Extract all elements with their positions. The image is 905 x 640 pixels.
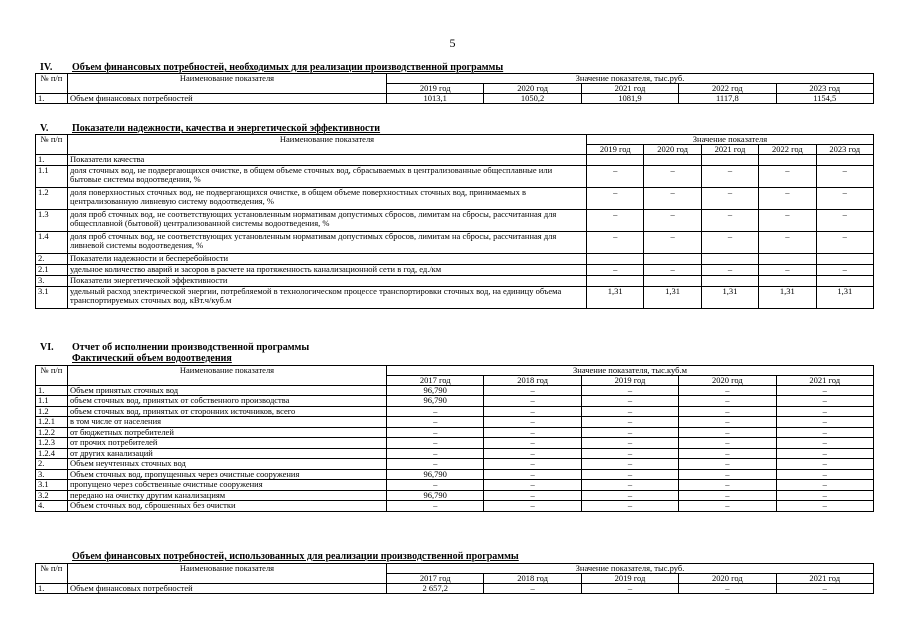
- row-value: [701, 154, 758, 165]
- row-value: –: [776, 501, 873, 512]
- row-value: 1117,8: [679, 93, 776, 103]
- row-value: –: [816, 231, 873, 253]
- row-name: Показатели энергетической эффективности: [68, 275, 587, 286]
- row-value: –: [581, 406, 678, 417]
- row-value: –: [587, 165, 644, 187]
- row-value: [644, 154, 701, 165]
- row-value: –: [484, 583, 581, 593]
- col-header-number: № п/п: [36, 135, 68, 155]
- row-name: удельное количество аварий и засоров в расчете на протяженность канализационной сети в год, ед./км: [68, 264, 587, 275]
- col-header-value: Значение показателя: [587, 135, 874, 145]
- row-value: –: [776, 385, 873, 396]
- row-name: Объем сточных вод, пропущенных через очистные сооружения: [68, 469, 387, 480]
- row-value: –: [581, 583, 678, 593]
- row-value: –: [776, 469, 873, 480]
- row-value: 96,790: [387, 385, 484, 396]
- row-value: [701, 253, 758, 264]
- table-row: [36, 448, 874, 459]
- row-value: [816, 253, 873, 264]
- row-number: 1.2: [36, 406, 68, 417]
- row-value: –: [581, 438, 678, 449]
- row-value: –: [679, 469, 776, 480]
- row-number: 1.2: [36, 187, 68, 209]
- col-header-name: Наименование показателя: [68, 564, 387, 584]
- year-header: 2017 год: [387, 573, 484, 583]
- year-header: 2022 год: [679, 83, 776, 93]
- row-value: –: [484, 417, 581, 428]
- row-name: Показатели надежности и бесперебойности: [68, 253, 587, 264]
- year-header: 2020 год: [679, 375, 776, 385]
- row-value: –: [581, 501, 678, 512]
- row-value: –: [701, 187, 758, 209]
- row-name: от бюджетных потребителей: [68, 427, 387, 438]
- row-value: [644, 275, 701, 286]
- row-value: –: [587, 209, 644, 231]
- row-value: –: [776, 459, 873, 470]
- row-value: –: [759, 165, 816, 187]
- row-value: –: [387, 480, 484, 491]
- section-4-number: IV.: [40, 62, 53, 73]
- row-value: –: [776, 448, 873, 459]
- row-value: –: [816, 187, 873, 209]
- row-name: Объем неучтенных сточных вод: [68, 459, 387, 470]
- row-value: –: [679, 490, 776, 501]
- year-header: 2019 год: [581, 375, 678, 385]
- row-name: от прочих потребителей: [68, 438, 387, 449]
- section-4-title: [40, 62, 503, 73]
- row-value: –: [387, 417, 484, 428]
- row-value: 1081,9: [581, 93, 678, 103]
- row-value: [816, 154, 873, 165]
- row-value: –: [776, 427, 873, 438]
- row-value: –: [484, 480, 581, 491]
- row-value: –: [484, 459, 581, 470]
- year-header: 2019 год: [581, 573, 678, 583]
- row-value: 2 657,2: [387, 583, 484, 593]
- row-value: –: [759, 264, 816, 275]
- row-value: –: [759, 231, 816, 253]
- row-value: –: [679, 459, 776, 470]
- table-row: [36, 154, 874, 165]
- row-value: 1,31: [759, 286, 816, 308]
- row-value: –: [679, 385, 776, 396]
- table-row: [36, 385, 874, 396]
- row-value: –: [581, 448, 678, 459]
- row-number: 1.2.4: [36, 448, 68, 459]
- year-header: 2020 год: [679, 573, 776, 583]
- section-5-title: [40, 123, 380, 134]
- year-header: 2020 год: [484, 83, 581, 93]
- row-value: –: [581, 490, 678, 501]
- table-row: [36, 406, 874, 417]
- table-row: [36, 264, 874, 275]
- financial-needs-table: [35, 73, 874, 104]
- row-value: –: [484, 385, 581, 396]
- row-value: [759, 154, 816, 165]
- section-6-title-text: Отчет об исполнении производственной программы: [72, 342, 310, 353]
- row-value: –: [679, 501, 776, 512]
- year-header: 2017 год: [387, 375, 484, 385]
- row-name: Объем финансовых потребностей: [68, 583, 387, 593]
- section-6-number: VI.: [40, 342, 54, 353]
- row-value: [759, 275, 816, 286]
- table-row: [36, 417, 874, 428]
- year-header: 2021 год: [701, 144, 758, 154]
- row-value: –: [644, 187, 701, 209]
- year-header: 2021 год: [776, 573, 873, 583]
- row-value: –: [679, 417, 776, 428]
- row-number: 1.: [36, 154, 68, 165]
- row-value: –: [387, 448, 484, 459]
- year-header: 2021 год: [581, 83, 678, 93]
- row-value: –: [581, 396, 678, 407]
- row-value: [587, 253, 644, 264]
- row-value: –: [816, 165, 873, 187]
- row-number: 4.: [36, 501, 68, 512]
- row-number: 1.: [36, 93, 68, 103]
- row-value: –: [679, 480, 776, 491]
- row-number: 1.1: [36, 165, 68, 187]
- row-name: удельный расход электрической энергии, потребляемой в технологическом процессе транспортировки сточных вод, на единицу объема транспортируемых сточных вод, кВт.ч/куб.м: [68, 286, 587, 308]
- row-value: –: [759, 187, 816, 209]
- row-value: –: [581, 417, 678, 428]
- row-value: –: [816, 264, 873, 275]
- row-value: [701, 275, 758, 286]
- row-value: –: [587, 231, 644, 253]
- section-6-title: [40, 342, 309, 353]
- row-value: –: [484, 448, 581, 459]
- row-value: –: [387, 459, 484, 470]
- col-header-name: Наименование показателя: [68, 74, 387, 94]
- table-row: [36, 231, 874, 253]
- row-value: –: [679, 583, 776, 593]
- row-value: [587, 154, 644, 165]
- row-value: 1,31: [587, 286, 644, 308]
- row-name: Объем принятых сточных вод: [68, 385, 387, 396]
- row-value: 1,31: [701, 286, 758, 308]
- row-number: 3.1: [36, 480, 68, 491]
- row-value: –: [387, 406, 484, 417]
- reliability-quality-table: [35, 134, 874, 309]
- table-row: [36, 253, 874, 264]
- wastewater-volume-table: [35, 365, 874, 512]
- row-value: –: [587, 187, 644, 209]
- row-value: –: [679, 406, 776, 417]
- row-name: доля проб сточных вод, не соответствующих установленным нормативам допустимых сбросов, лимитам на сбросы, рассчитанная для ливневой системы водоотведения, %: [68, 231, 587, 253]
- row-name: объем сточных вод, принятых от сторонних источников, всего: [68, 406, 387, 417]
- row-value: –: [776, 480, 873, 491]
- row-value: 1154,5: [776, 93, 873, 103]
- row-number: 2.: [36, 253, 68, 264]
- year-header: 2018 год: [484, 573, 581, 583]
- row-name: Объем сточных вод, сброшенных без очистки: [68, 501, 387, 512]
- row-value: 96,790: [387, 469, 484, 480]
- row-value: 1013,1: [387, 93, 484, 103]
- section-7-title-text: Объем финансовых потребностей, использованных для реализации производственной программы: [72, 551, 519, 562]
- year-header: 2018 год: [484, 375, 581, 385]
- row-value: –: [387, 438, 484, 449]
- row-value: [587, 275, 644, 286]
- row-value: –: [759, 209, 816, 231]
- row-value: –: [484, 438, 581, 449]
- row-value: –: [581, 385, 678, 396]
- row-value: –: [816, 209, 873, 231]
- col-header-name: Наименование показателя: [68, 366, 387, 386]
- row-name: объем сточных вод, принятых от собственного производства: [68, 396, 387, 407]
- row-value: –: [776, 583, 873, 593]
- col-header-value: Значение показателя, тыс.руб.: [387, 74, 874, 84]
- table-row: [36, 165, 874, 187]
- table-row: [36, 93, 874, 103]
- row-value: [759, 253, 816, 264]
- section-4-title-text: Объем финансовых потребностей, необходимых для реализации производственной программы: [72, 62, 504, 73]
- row-value: –: [701, 209, 758, 231]
- table-row: [36, 209, 874, 231]
- row-number: 1.3: [36, 209, 68, 231]
- row-value: –: [484, 406, 581, 417]
- year-header: 2023 год: [776, 83, 873, 93]
- row-name: доля поверхностных сточных вод, не подвергающихся очистке, в общем объеме поверхностных сточных вод, принимаемых в централизованную ливневую систему водоотведения, %: [68, 187, 587, 209]
- row-value: –: [387, 501, 484, 512]
- row-name: в том числе от населения: [68, 417, 387, 428]
- row-name: передано на очистку другим канализациям: [68, 490, 387, 501]
- section-6-subtitle: [72, 353, 232, 364]
- row-value: [644, 253, 701, 264]
- table-row: [36, 187, 874, 209]
- section-6-subtitle-text: Фактический объем водоотведения: [72, 353, 232, 364]
- row-value: –: [581, 469, 678, 480]
- row-value: 96,790: [387, 490, 484, 501]
- table-row: [36, 501, 874, 512]
- row-value: –: [776, 490, 873, 501]
- row-value: 1,31: [644, 286, 701, 308]
- table-row: [36, 286, 874, 308]
- row-name: Объем финансовых потребностей: [68, 93, 387, 103]
- row-name: от других канализаций: [68, 448, 387, 459]
- year-header: 2021 год: [776, 375, 873, 385]
- col-header-value: Значение показателя, тыс.руб.: [387, 564, 874, 574]
- row-value: –: [644, 209, 701, 231]
- row-value: –: [679, 396, 776, 407]
- row-number: 3.: [36, 469, 68, 480]
- row-number: 1.1: [36, 396, 68, 407]
- row-value: –: [644, 231, 701, 253]
- section-7-title: [72, 551, 519, 562]
- row-value: –: [484, 396, 581, 407]
- row-number: 2.1: [36, 264, 68, 275]
- row-value: 1050,2: [484, 93, 581, 103]
- row-value: –: [679, 427, 776, 438]
- col-header-number: № п/п: [36, 74, 68, 94]
- row-value: 1,31: [816, 286, 873, 308]
- row-name: доля сточных вод, не подвергающихся очистке, в общем объеме сточных вод, сбрасываемых в централизованные общесплавные или бытовые системы водоотведения, %: [68, 165, 587, 187]
- row-value: –: [679, 448, 776, 459]
- financial-used-table: [35, 563, 874, 594]
- col-header-number: № п/п: [36, 366, 68, 386]
- row-number: 2.: [36, 459, 68, 470]
- table-row: [36, 583, 874, 593]
- row-value: –: [701, 231, 758, 253]
- table-row: [36, 490, 874, 501]
- table-row: [36, 438, 874, 449]
- row-value: –: [581, 480, 678, 491]
- table-row: [36, 427, 874, 438]
- row-value: –: [484, 490, 581, 501]
- row-number: 1.4: [36, 231, 68, 253]
- row-number: 1.2.3: [36, 438, 68, 449]
- row-number: 1.2.2: [36, 427, 68, 438]
- row-number: 3.2: [36, 490, 68, 501]
- row-value: –: [644, 264, 701, 275]
- row-value: –: [776, 438, 873, 449]
- row-value: –: [776, 406, 873, 417]
- year-header: 2020 год: [644, 144, 701, 154]
- year-header: 2019 год: [587, 144, 644, 154]
- row-value: –: [776, 396, 873, 407]
- page-number: 5: [449, 36, 456, 50]
- col-header-value: Значение показателя, тыс.куб.м: [387, 366, 874, 376]
- row-value: –: [581, 427, 678, 438]
- section-5-number: V.: [40, 123, 49, 134]
- row-value: 96,790: [387, 396, 484, 407]
- table-row: [36, 469, 874, 480]
- row-value: –: [484, 501, 581, 512]
- row-value: [816, 275, 873, 286]
- row-value: –: [387, 427, 484, 438]
- section-5-title-text: Показатели надежности, качества и энергетической эффективности: [72, 123, 381, 134]
- row-value: –: [581, 459, 678, 470]
- table-row: [36, 396, 874, 407]
- row-name: Показатели качества: [68, 154, 587, 165]
- row-value: –: [701, 165, 758, 187]
- row-value: –: [587, 264, 644, 275]
- year-header: 2022 год: [759, 144, 816, 154]
- row-value: –: [776, 417, 873, 428]
- row-number: 1.: [36, 583, 68, 593]
- year-header: 2023 год: [816, 144, 873, 154]
- row-name: пропущено через собственные очистные сооружения: [68, 480, 387, 491]
- table-row: [36, 275, 874, 286]
- row-name: доля проб сточных вод, не соответствующих установленным нормативам допустимых сбросов, лимитам на сбросы, рассчитанная для общесплавной (бытовой) централизованной системы водоотведения, %: [68, 209, 587, 231]
- col-header-name: Наименование показателя: [68, 135, 587, 155]
- table-row: [36, 480, 874, 491]
- col-header-number: № п/п: [36, 564, 68, 584]
- row-value: –: [484, 469, 581, 480]
- row-number: 3.1: [36, 286, 68, 308]
- year-header: 2019 год: [387, 83, 484, 93]
- table-row: [36, 459, 874, 470]
- row-value: –: [701, 264, 758, 275]
- row-number: 3.: [36, 275, 68, 286]
- row-number: 1.: [36, 385, 68, 396]
- row-value: –: [679, 438, 776, 449]
- row-number: 1.2.1: [36, 417, 68, 428]
- row-value: –: [644, 165, 701, 187]
- row-value: –: [484, 427, 581, 438]
